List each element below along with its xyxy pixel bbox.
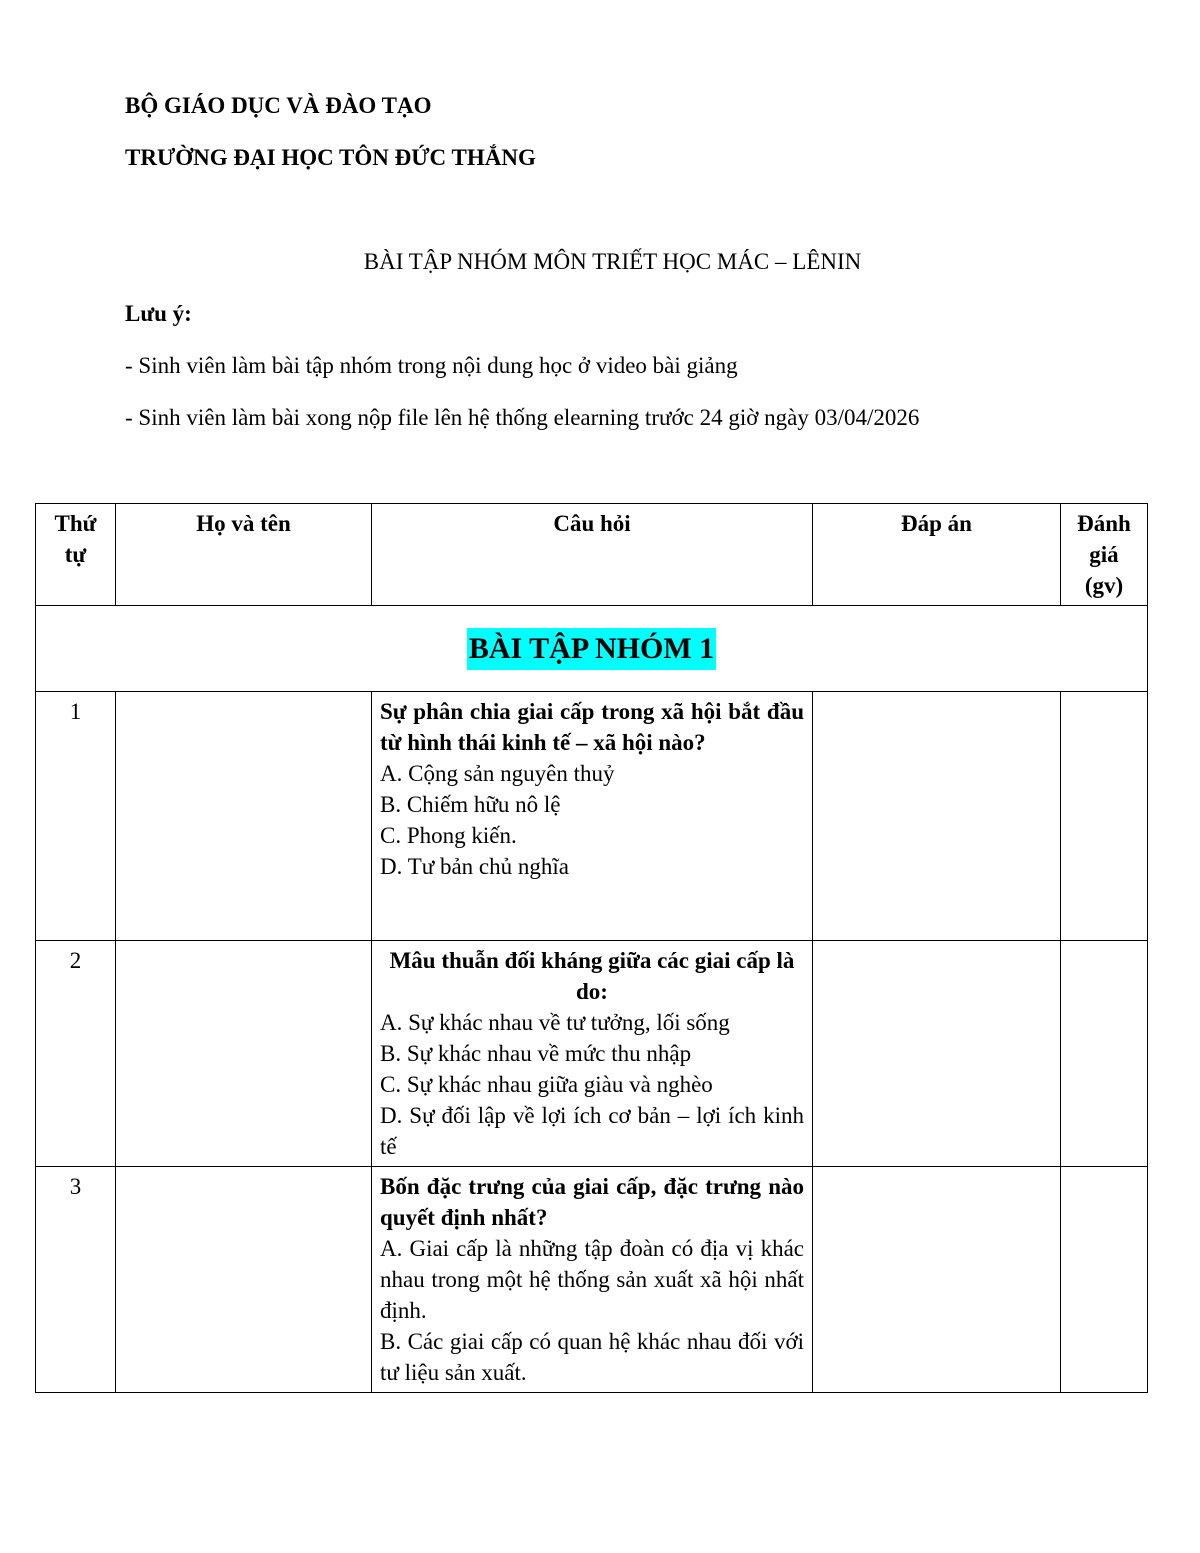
- group-title-row: [36, 606, 1148, 692]
- document-title: BÀI TẬP NHÓM MÔN TRIẾT HỌC MÁC – LÊNIN: [363, 249, 862, 274]
- table-header-row: [36, 504, 1148, 606]
- table-row: [36, 1167, 1148, 1393]
- option-b: B. Chiếm hữu nô lệ: [380, 792, 561, 817]
- option-b: B. Sự khác nhau về mức thu nhập: [380, 1041, 692, 1066]
- row-question-cell: [372, 692, 813, 941]
- header-grade: Đánh giá (gv): [1061, 504, 1148, 606]
- row-order: 3: [36, 1167, 116, 1393]
- row-answer-cell[interactable]: [813, 941, 1061, 1167]
- option-c: C. Phong kiến.: [380, 823, 517, 848]
- option-a: A. Giai cấp là những tập đoàn có địa vị khác nhau trong một hệ thống sản xuất xã hội nhất định.: [380, 1236, 804, 1323]
- row-grade-cell[interactable]: [1061, 941, 1148, 1167]
- header-order: Thứ tự: [36, 504, 116, 606]
- option-d: D. Tư bản chủ nghĩa: [380, 854, 569, 879]
- row-grade-cell[interactable]: [1061, 1167, 1148, 1393]
- row-answer-cell[interactable]: [813, 1167, 1061, 1393]
- row-question-cell: [372, 941, 813, 1167]
- row-name-cell[interactable]: [116, 941, 372, 1167]
- row-question-cell: [372, 1167, 813, 1393]
- ministry-name: BỘ GIÁO DỤC VÀ ĐÀO TẠO: [125, 93, 432, 118]
- note-heading: Lưu ý:: [125, 301, 192, 326]
- note-item: - Sinh viên làm bài tập nhóm trong nội dung học ở video bài giảng: [125, 353, 738, 378]
- option-c: C. Sự khác nhau giữa giàu và nghèo: [380, 1072, 713, 1097]
- exercise-table: [35, 503, 1148, 1393]
- row-name-cell[interactable]: [116, 1167, 372, 1393]
- row-answer-cell[interactable]: [813, 692, 1061, 941]
- question-text: Mâu thuẫn đối kháng giữa các giai cấp là do:: [389, 948, 795, 1004]
- option-d: D. Sự đối lập về lợi ích cơ bản – lợi ích kinh tế: [380, 1103, 804, 1159]
- table-row: [36, 692, 1148, 941]
- option-a: A. Cộng sản nguyên thuỷ: [380, 761, 615, 786]
- group-title-cell: [36, 606, 1148, 692]
- option-a: A. Sự khác nhau về tư tưởng, lối sống: [380, 1010, 730, 1035]
- header-answer: Đáp án: [813, 504, 1061, 606]
- row-name-cell[interactable]: [116, 692, 372, 941]
- header-question: Câu hỏi: [372, 504, 813, 606]
- option-b: B. Các giai cấp có quan hệ khác nhau đối với tư liệu sản xuất.: [380, 1329, 804, 1385]
- row-grade-cell[interactable]: [1061, 692, 1148, 941]
- group-title: BÀI TẬP NHÓM 1: [467, 628, 716, 670]
- question-text: Bốn đặc trưng của giai cấp, đặc trưng nào quyết định nhất?: [380, 1174, 804, 1230]
- row-order: 2: [36, 941, 116, 1167]
- university-name: TRƯỜNG ĐẠI HỌC TÔN ĐỨC THẮNG: [125, 145, 536, 170]
- question-text: Sự phân chia giai cấp trong xã hội bắt đầu từ hình thái kinh tế – xã hội nào?: [380, 699, 804, 755]
- table-row: [36, 941, 1148, 1167]
- row-order: 1: [36, 692, 116, 941]
- header-name: Họ và tên: [116, 504, 372, 606]
- note-item: - Sinh viên làm bài xong nộp file lên hệ thống elearning trước 24 giờ ngày 03/04/2026: [125, 405, 920, 430]
